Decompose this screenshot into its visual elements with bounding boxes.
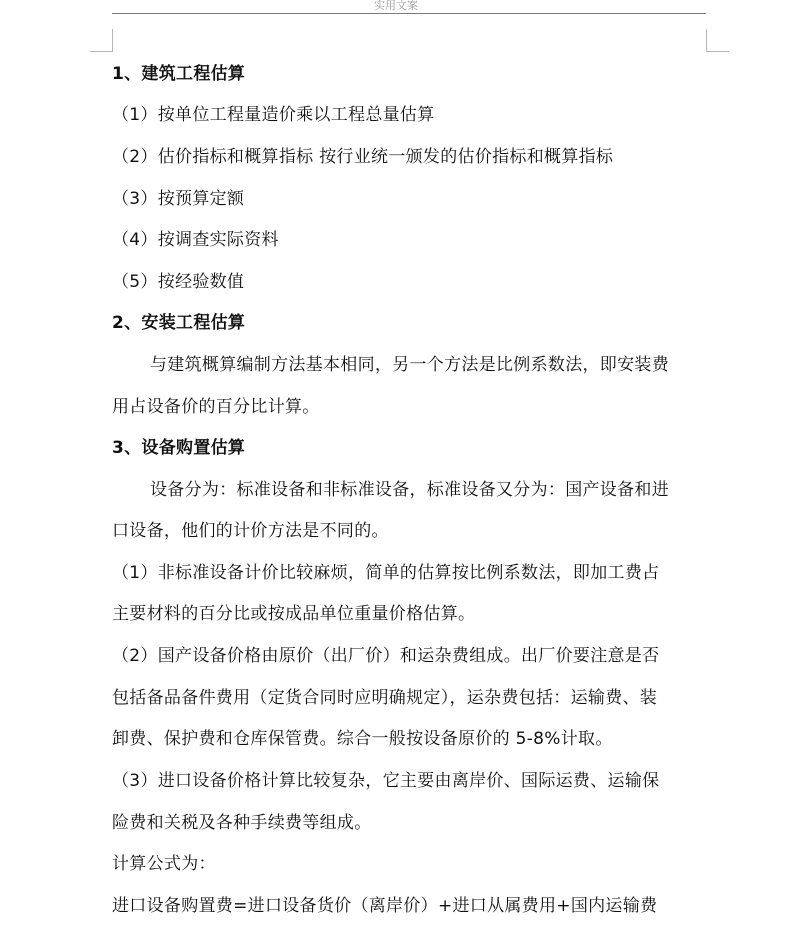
paragraph-line: 口设备，他们的计价方法是不同的。	[112, 521, 389, 541]
margin-corner-mark-right	[706, 29, 729, 52]
header-rule	[112, 13, 706, 14]
list-item-line: （2）国产设备价格由原价（出厂价）和运杂费组成。出厂价要注意是否	[112, 646, 660, 666]
page-header-title: 实用文案	[374, 0, 418, 12]
list-item-line: 主要材料的百分比或按成品单位重量价格估算。	[112, 604, 476, 624]
formula-text: 进口设备购置费=进口设备货价（离岸价）+进口从属费用+国内运输费	[112, 896, 658, 916]
list-item-line: 卸费、保护费和仓库保管费。综合一般按设备原价的 5-8%计取。	[112, 729, 613, 749]
list-item: （4）按调查实际资料	[112, 230, 279, 250]
list-item: （3）按预算定额	[112, 189, 245, 209]
paragraph-line: 用占设备价的百分比计算。	[112, 397, 320, 417]
list-item-line: 险费和关税及各种手续费等组成。	[112, 813, 372, 833]
paragraph-line: 设备分为：标准设备和非标准设备，标准设备又分为：国产设备和进	[150, 480, 669, 500]
margin-corner-mark-left	[90, 29, 113, 52]
list-item-line: （1）非标准设备计价比较麻烦，简单的估算按比例系数法，即加工费占	[112, 563, 660, 583]
list-item: （5）按经验数值	[112, 272, 245, 292]
section-heading-building: 1、建筑工程估算	[112, 64, 246, 84]
list-item-line: （3）进口设备价格计算比较复杂，它主要由离岸价、国际运费、运输保	[112, 771, 660, 791]
formula-label: 计算公式为：	[112, 854, 216, 874]
list-item: （1）按单位工程量造价乘以工程总量估算	[112, 105, 435, 125]
section-heading-installation: 2、安装工程估算	[112, 313, 246, 333]
paragraph-line: 与建筑概算编制方法基本相同，另一个方法是比例系数法，即安装费	[150, 355, 669, 375]
list-item: （2）估价指标和概算指标 按行业统一颁发的估价指标和概算指标	[112, 147, 614, 167]
section-heading-equipment: 3、设备购置估算	[112, 438, 246, 458]
list-item-line: 包括备品备件费用（定货合同时应明确规定），运杂费包括：运输费、装	[112, 688, 658, 708]
